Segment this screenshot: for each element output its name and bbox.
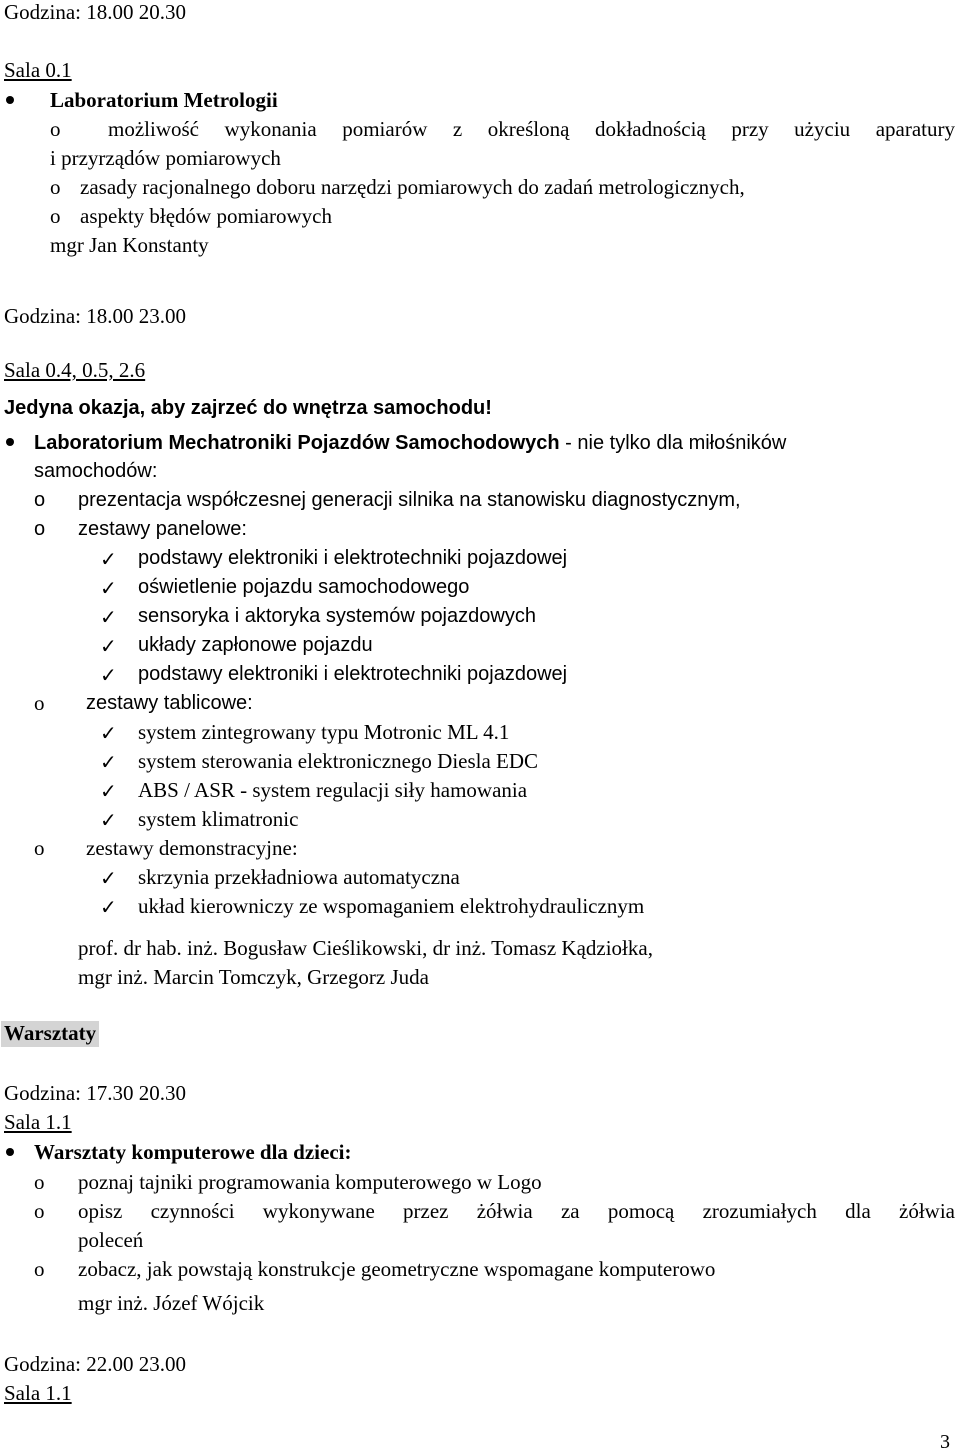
- mech-persons-line-2: mgr inż. Marcin Tomczyk, Grzegorz Juda: [78, 965, 429, 989]
- checkmark-icon: ✓: [100, 808, 117, 832]
- checkmark-icon: ✓: [100, 663, 117, 687]
- mech-item-1: prezentacja współczesnej generacji silnika na stanowisku diagnostycznym,: [78, 489, 741, 511]
- mech-persons-line-1: prof. dr hab. inż. Bogusław Cieślikowski, dr inż. Tomasz Kądziołka,: [78, 936, 653, 960]
- checkmark-icon: ✓: [100, 634, 117, 658]
- list-marker-o: o: [34, 1170, 45, 1194]
- lab-metrology-title: Laboratorium Metrologii: [50, 88, 278, 112]
- board-item: ABS / ASR - system regulacji siły hamowania: [138, 778, 528, 802]
- board-item: system klimatronic: [138, 807, 299, 831]
- checkmark-icon: ✓: [100, 866, 117, 890]
- bullet-dot: [6, 438, 14, 446]
- list-marker-o: o: [34, 1257, 45, 1281]
- list-marker-o: o: [34, 1199, 45, 1223]
- room-1-1-second: Sala 1.1: [4, 1381, 72, 1405]
- list-marker-o: o: [34, 691, 45, 715]
- time-18-2030: Godzina: 18.00 20.30: [4, 0, 186, 24]
- workshop-item-3: zobacz, jak powstają konstrukcje geometryczne wspomagane komputerowo: [78, 1257, 716, 1281]
- time-1730-2030: Godzina: 17.30 20.30: [4, 1081, 186, 1105]
- board-item: system sterowania elektronicznego Diesla EDC: [138, 749, 539, 773]
- panel-item: podstawy elektroniki i elektrotechniki pojazdowej: [138, 547, 568, 569]
- mechatronics-title-line: [34, 433, 786, 453]
- panel-item: podstawy elektroniki i elektrotechniki pojazdowej: [138, 663, 568, 685]
- workshop-person: mgr inż. Józef Wójcik: [78, 1291, 265, 1315]
- bullet-dot: [6, 1148, 14, 1156]
- section-heading-workshops: [1, 1023, 99, 1044]
- board-item: system zintegrowany typu Motronic ML 4.1: [138, 720, 510, 744]
- workshop-title: Warsztaty komputerowe dla dzieci:: [34, 1140, 352, 1164]
- checkmark-icon: ✓: [100, 895, 117, 919]
- room-0-1: Sala 0.1: [4, 58, 72, 82]
- checkmark-icon: ✓: [100, 750, 117, 774]
- mechatronics-title: Laboratorium Mechatroniki Pojazdów Samochodowych: [34, 432, 560, 454]
- time-18-23: Godzina: 18.00 23.00: [4, 304, 186, 328]
- checkmark-icon: ✓: [100, 576, 117, 600]
- mech-item-4: zestawy demonstracyjne:: [86, 836, 298, 860]
- checkmark-icon: ✓: [100, 779, 117, 803]
- demo-item: skrzynia przekładniowa automatyczna: [138, 865, 460, 889]
- mech-item-2: zestawy panelowe:: [78, 518, 247, 540]
- metrology-person: mgr Jan Konstanty: [50, 233, 209, 257]
- room-1-1: Sala 1.1: [4, 1110, 72, 1134]
- time-22-23: Godzina: 22.00 23.00: [4, 1352, 186, 1376]
- workshop-item-2-cont: poleceń: [78, 1228, 144, 1252]
- list-marker-o: o: [34, 518, 46, 540]
- list-marker-o: o: [50, 117, 61, 141]
- metrology-item-2: zasady racjonalnego doboru narzędzi pomiarowych do zadań metrologicznych,: [80, 175, 745, 199]
- metrology-item-1-cont: i przyrządów pomiarowych: [50, 146, 281, 170]
- workshop-item-2: opisz czynności wykonywane przez żółwia za pomocą zrozumiałych dla żółwia: [78, 1199, 955, 1223]
- headline: Jedyna okazja, aby zajrzeć do wnętrza samochodu!: [4, 397, 492, 419]
- mechatronics-subtitle: - nie tylko dla miłośników: [559, 432, 787, 454]
- demo-item: układ kierowniczy ze wspomaganiem elektrohydraulicznym: [138, 894, 645, 918]
- list-marker-o: o: [50, 175, 61, 199]
- checkmark-icon: ✓: [100, 605, 117, 629]
- panel-item: oświetlenie pojazdu samochodowego: [138, 576, 470, 598]
- workshop-item-1: poznaj tajniki programowania komputerowego w Logo: [78, 1170, 542, 1194]
- room-list: Sala 0.4, 0.5, 2.6: [4, 358, 146, 382]
- mech-item-3: zestawy tablicowe:: [86, 692, 253, 714]
- checkmark-icon: ✓: [100, 721, 117, 745]
- bullet-dot: [6, 96, 14, 104]
- list-marker-o: o: [34, 836, 45, 860]
- panel-item: układy zapłonowe pojazdu: [138, 634, 373, 656]
- mechatronics-subtitle-cont: samochodów:: [34, 460, 158, 482]
- metrology-item-1: możliwość wykonania pomiarów z określoną dokładnością przy użyciu aparatury: [108, 117, 955, 141]
- checkmark-icon: ✓: [100, 547, 117, 571]
- page-number: 3: [940, 1431, 950, 1453]
- metrology-item-3: aspekty błędów pomiarowych: [80, 204, 332, 228]
- panel-item: sensoryka i aktoryka systemów pojazdowych: [138, 605, 536, 627]
- workshops-heading-text: Warsztaty: [1, 1021, 99, 1047]
- list-marker-o: o: [34, 489, 46, 511]
- list-marker-o: o: [50, 204, 61, 228]
